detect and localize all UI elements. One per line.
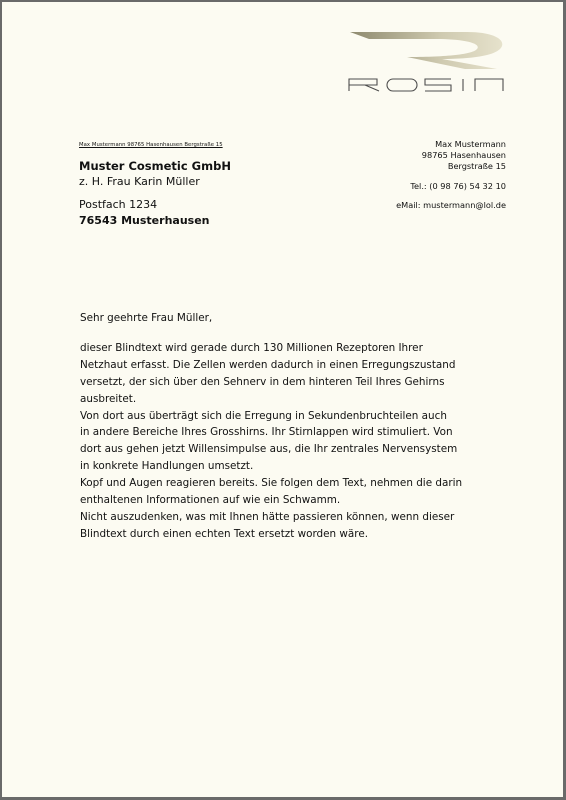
recipient-city: 76543 Musterhausen: [79, 214, 210, 227]
body-line: in konkrete Handlungen umsetzt.: [80, 460, 254, 473]
recipient-attention: z. H. Frau Karin Müller: [79, 175, 200, 188]
body-line: Blindtext durch einen echten Text ersetzt worden wäre.: [80, 527, 369, 540]
letter-body: [80, 310, 520, 543]
body-line: Kopf und Augen reagieren bereits. Sie folgen dem Text, nehmen die darin: [80, 477, 463, 490]
logo-wordmark: [349, 79, 503, 91]
body-line: Von dort aus überträgt sich die Erregung in Sekundenbruchteilen auch: [80, 409, 447, 422]
recipient-company: Muster Cosmetic GmbH: [79, 159, 231, 173]
body-line: dieser Blindtext wird gerade durch 130 Millionen Rezeptoren Ihrer: [80, 341, 423, 354]
body-line: ausbreitet.: [80, 392, 137, 405]
salutation: Sehr geehrte Frau Müller,: [80, 312, 213, 324]
body-line: dort aus gehen jetzt Willensimpulse aus, die Ihr zentrales Nervensystem: [80, 443, 458, 456]
sender-phone: Tel.: (0 98 76) 54 32 10: [410, 181, 506, 191]
rosin-logo: [347, 27, 527, 97]
sender-street: Bergstraße 15: [447, 161, 506, 171]
body-line: enthaltenen Informationen auf wie ein Schwamm.: [80, 494, 341, 507]
body-line: in andere Bereiche Ihres Grosshirns. Ihr Stirnlappen wird stimuliert. Von: [80, 426, 453, 439]
recipient-postfach: Postfach 1234: [79, 198, 158, 211]
sender-name: Max Mustermann: [435, 139, 506, 149]
letter-page: [2, 2, 563, 797]
body-line: Netzhaut erfasst. Die Zellen werden dadurch in einen Erregungszustand: [80, 358, 456, 371]
recipient-address: [79, 158, 231, 229]
sender-return-address: Max Mustermann 98765 Hasenhausen Bergstraße 15: [79, 142, 223, 148]
sender-address-block: [396, 139, 506, 211]
body-line: versetzt, der sich über den Sehnerv in dem hinteren Teil Ihres Gehirns: [80, 375, 445, 388]
sender-email: eMail: mustermann@lol.de: [396, 200, 506, 210]
body-line: Nicht auszudenken, was mit Ihnen hätte passieren können, wenn dieser: [80, 510, 455, 523]
sender-city: 98765 Hasenhausen: [421, 150, 506, 160]
